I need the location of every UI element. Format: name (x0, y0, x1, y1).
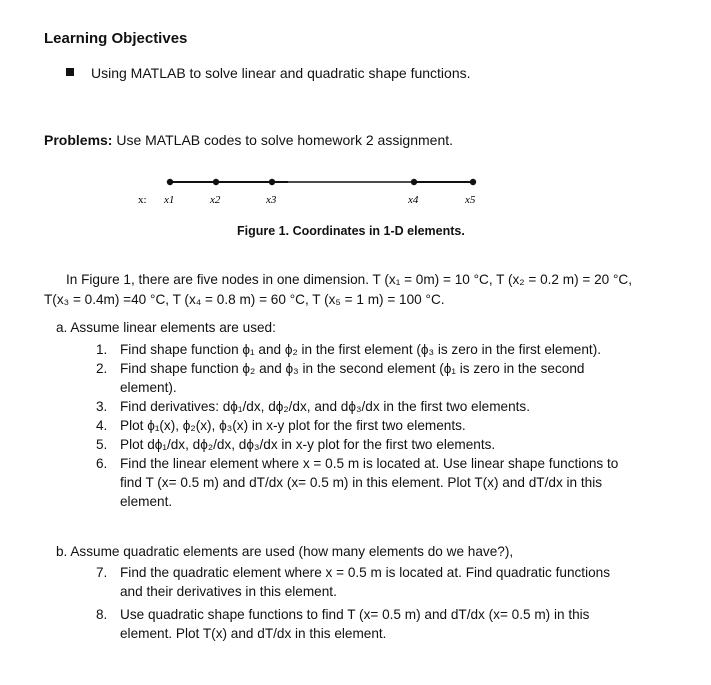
list-item: 2. Find shape function ϕ₂ and ϕ₃ in the second element (ϕ₁ is zero in the second element). (96, 361, 585, 395)
node-label-x1: x1 (164, 194, 175, 206)
intro-line: T(x₃ = 0.4m) =40 °C, T (x₄ = 0.8 m) = 60 °C, T (x₅ = 1 m) = 100 °C. (44, 292, 445, 307)
intro-paragraph (66, 270, 666, 290)
coordinate-figure (130, 172, 500, 212)
objective-item: Using MATLAB to solve linear and quadratic shape functions. (91, 65, 471, 81)
node-point (269, 179, 275, 185)
section-b-heading: b. Assume quadratic elements are used (how many elements do we have?), (56, 544, 514, 559)
list-item: 5. Plot dϕ₁/dx, dϕ₂/dx, dϕ₃/dx in x-y plot for the first two elements. (96, 437, 496, 452)
node-label-x2: x2 (210, 194, 221, 206)
figure-caption: Figure 1. Coordinates in 1-D elements. (237, 224, 465, 238)
node-point (411, 179, 417, 185)
list-item: 4. Plot ϕ₁(x), ϕ₂(x), ϕ₃(x) in x-y plot for the first two elements. (96, 418, 466, 433)
list-item: 7. Find the quadratic element where x = 0.5 m is located at. Find quadratic functions and their derivatives in this element. (96, 565, 611, 599)
bullet-icon (66, 68, 74, 76)
node-point (167, 179, 173, 185)
problems-text: Use MATLAB codes to solve homework 2 assignment. (112, 132, 454, 148)
list-a (96, 340, 666, 511)
page-title: Learning Objectives (44, 30, 188, 47)
list-item: 3. Find derivatives: dϕ₁/dx, dϕ₂/dx, and dϕ₃/dx in the first two elements. (96, 399, 530, 414)
node-point (213, 179, 219, 185)
intro-paragraph-cont (44, 290, 445, 310)
node-point (470, 179, 476, 185)
node-label-x3: x3 (266, 194, 277, 206)
problems-label: Problems: (44, 132, 113, 148)
section-a-heading: a. Assume linear elements are used: (56, 320, 276, 335)
list-item: 8. Use quadratic shape functions to find T (x= 0.5 m) and dT/dx (x= 0.5 m) in this element. Plot T(x) and dT/dx in this element. (96, 607, 590, 641)
list-b (96, 563, 666, 643)
list-item: 1. Find shape function ϕ₁ and ϕ₂ in the first element (ϕ₃ is zero in the first element). (96, 342, 602, 357)
list-item: 6. Find the linear element where x = 0.5 m is located at. Use linear shape functions to find T (x= 0.5 m) and dT/dx (x= 0.5 m) in this element. Plot T(x) and dT/dx in this element. (96, 456, 619, 509)
node-label-x4: x4 (408, 194, 419, 206)
axis-label: x: (138, 194, 147, 206)
problems-heading (44, 132, 453, 148)
node-label-x5: x5 (465, 194, 476, 206)
intro-line: In Figure 1, there are five nodes in one dimension. T (x₁ = 0m) = 10 °C, T (x₂ = 0.2 m) = 20 °C, (66, 272, 633, 287)
